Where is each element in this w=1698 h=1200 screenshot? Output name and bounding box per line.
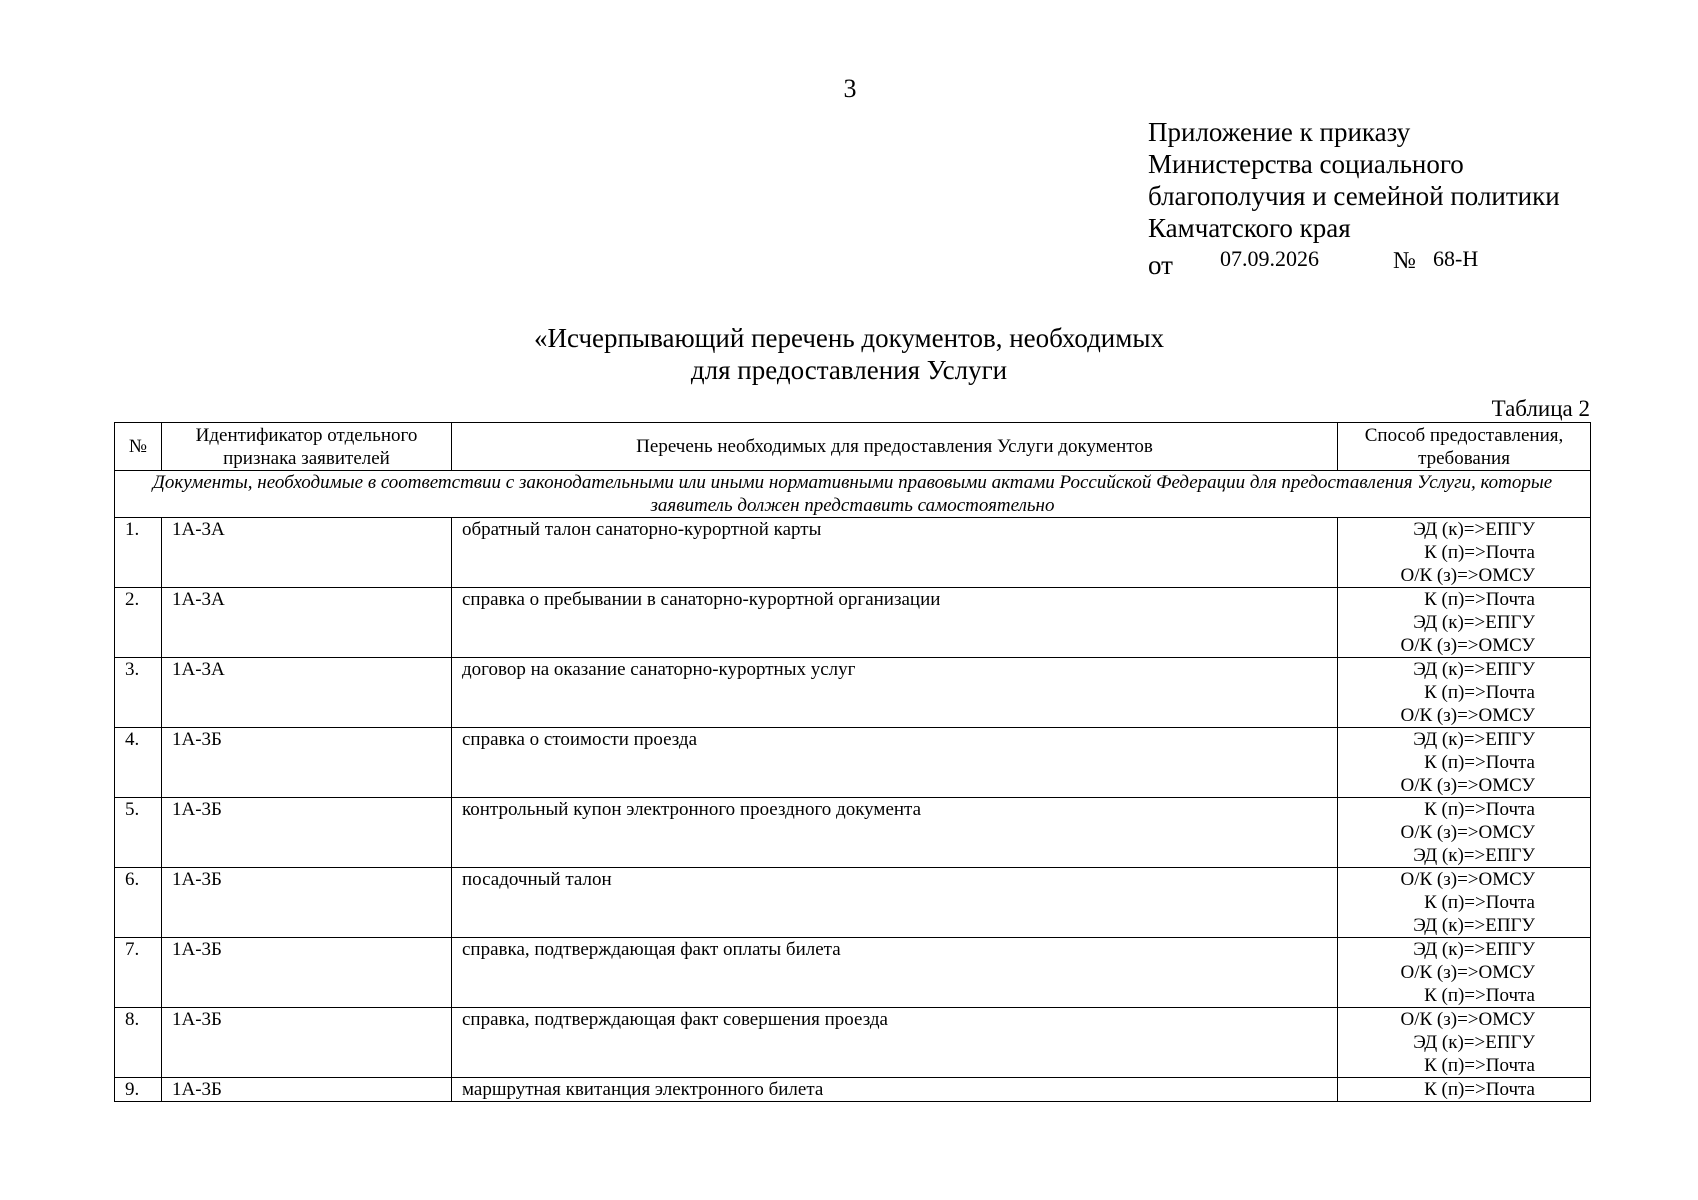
order-number-sign: № [1393, 248, 1416, 274]
submission-method: О/К (з)=>ОМСУ [1400, 565, 1535, 586]
row-number: 8. [115, 1008, 162, 1078]
document-title-line2: для предоставления Услуги [690, 355, 1008, 385]
table-row [115, 518, 1591, 588]
table-row [115, 588, 1591, 658]
row-applicant-id: 1А-3Б [162, 1008, 452, 1078]
documents-table [114, 422, 1591, 1102]
submission-method: К (п)=>Почта [1424, 985, 1535, 1006]
submission-method: К (п)=>Почта [1424, 682, 1535, 703]
header-submission-method: Способ предоставления, требования [1338, 423, 1591, 471]
row-number: 6. [115, 868, 162, 938]
table-row [115, 938, 1591, 1008]
page-number: 3 [843, 74, 857, 103]
row-applicant-id: 1А-3Б [162, 728, 452, 798]
row-document: справка, подтверждающая факт совершения проезда [452, 1008, 1338, 1078]
submission-method: О/К (з)=>ОМСУ [1400, 1009, 1535, 1030]
table-row [115, 798, 1591, 868]
row-submission-methods [1338, 588, 1591, 658]
submission-method: К (п)=>Почта [1424, 542, 1535, 563]
row-document: справка, подтверждающая факт оплаты билета [452, 938, 1338, 1008]
submission-method: ЭД (к)=>ЕПГУ [1413, 845, 1535, 866]
order-number: 68-Н [1433, 246, 1479, 271]
row-submission-methods [1338, 868, 1591, 938]
row-applicant-id: 1А-3А [162, 518, 452, 588]
submission-method: ЭД (к)=>ЕПГУ [1413, 939, 1535, 960]
row-submission-methods [1338, 938, 1591, 1008]
row-document: договор на оказание санаторно-курортных услуг [452, 658, 1338, 728]
header-number: № [115, 423, 162, 471]
submission-method: ЭД (к)=>ЕПГУ [1413, 1032, 1535, 1053]
submission-method: К (п)=>Почта [1424, 799, 1535, 820]
row-number: 3. [115, 658, 162, 728]
appendix-line: Министерства социального [1148, 149, 1464, 179]
submission-method: ЭД (к)=>ЕПГУ [1413, 519, 1535, 540]
row-submission-methods [1338, 728, 1591, 798]
document-title-line1: «Исчерпывающий перечень документов, необходимых [534, 323, 1164, 353]
row-applicant-id: 1А-3Б [162, 868, 452, 938]
submission-method: ЭД (к)=>ЕПГУ [1413, 612, 1535, 633]
table-label: Таблица 2 [1491, 396, 1590, 421]
submission-method: О/К (з)=>ОМСУ [1400, 705, 1535, 726]
appendix-header [1148, 116, 1560, 244]
row-applicant-id: 1А-3Б [162, 798, 452, 868]
row-applicant-id: 1А-3Б [162, 938, 452, 1008]
row-document: посадочный талон [452, 868, 1338, 938]
row-number: 5. [115, 798, 162, 868]
submission-method: К (п)=>Почта [1424, 589, 1535, 610]
submission-method: К (п)=>Почта [1424, 1055, 1535, 1076]
appendix-line: Приложение к приказу [1148, 117, 1411, 147]
table-row [115, 728, 1591, 798]
table-row [115, 658, 1591, 728]
header-applicant-id: Идентификатор отдельного признака заявителей [162, 423, 452, 471]
submission-method: О/К (з)=>ОМСУ [1400, 822, 1535, 843]
row-number: 2. [115, 588, 162, 658]
order-date: 07.09.2026 [1220, 246, 1319, 271]
row-document: маршрутная квитанция электронного билета [452, 1078, 1338, 1102]
row-submission-methods [1338, 658, 1591, 728]
appendix-line: Камчатского края [1148, 213, 1351, 243]
row-number: 9. [115, 1078, 162, 1102]
row-submission-methods [1338, 1008, 1591, 1078]
row-document: обратный талон санаторно-курортной карты [452, 518, 1338, 588]
table-row [115, 868, 1591, 938]
row-submission-methods [1338, 798, 1591, 868]
submission-method: ЭД (к)=>ЕПГУ [1413, 729, 1535, 750]
row-number: 4. [115, 728, 162, 798]
row-document: справка о пребывании в санаторно-курортной организации [452, 588, 1338, 658]
submission-method: К (п)=>Почта [1424, 892, 1535, 913]
row-number: 7. [115, 938, 162, 1008]
submission-method: ЭД (к)=>ЕПГУ [1413, 659, 1535, 680]
submission-method: ЭД (к)=>ЕПГУ [1413, 915, 1535, 936]
table-header-row [115, 423, 1591, 471]
submission-method: К (п)=>Почта [1424, 752, 1535, 773]
appendix-line: благополучия и семейной политики [1148, 181, 1560, 211]
submission-method: К (п)=>Почта [1424, 1079, 1535, 1100]
order-from-label: от [1148, 250, 1173, 280]
row-applicant-id: 1А-3А [162, 588, 452, 658]
table-row [115, 1078, 1591, 1102]
section-row [115, 471, 1591, 518]
section-title: Документы, необходимые в соответствии с законодательными или иными нормативными правовыми актами Российской Федерации для предоставления Услуги, которые заявитель должен представить самостоятельно [115, 471, 1591, 518]
submission-method: О/К (з)=>ОМСУ [1400, 962, 1535, 983]
row-number: 1. [115, 518, 162, 588]
row-applicant-id: 1А-3Б [162, 1078, 452, 1102]
submission-method: О/К (з)=>ОМСУ [1400, 869, 1535, 890]
row-applicant-id: 1А-3А [162, 658, 452, 728]
row-document: контрольный купон электронного проездного документа [452, 798, 1338, 868]
submission-method: О/К (з)=>ОМСУ [1400, 635, 1535, 656]
row-document: справка о стоимости проезда [452, 728, 1338, 798]
row-submission-methods [1338, 518, 1591, 588]
submission-method: О/К (з)=>ОМСУ [1400, 775, 1535, 796]
row-submission-methods [1338, 1078, 1591, 1102]
header-document-list: Перечень необходимых для предоставления Услуги документов [452, 423, 1338, 471]
document-title [0, 322, 1698, 386]
table-row [115, 1008, 1591, 1078]
